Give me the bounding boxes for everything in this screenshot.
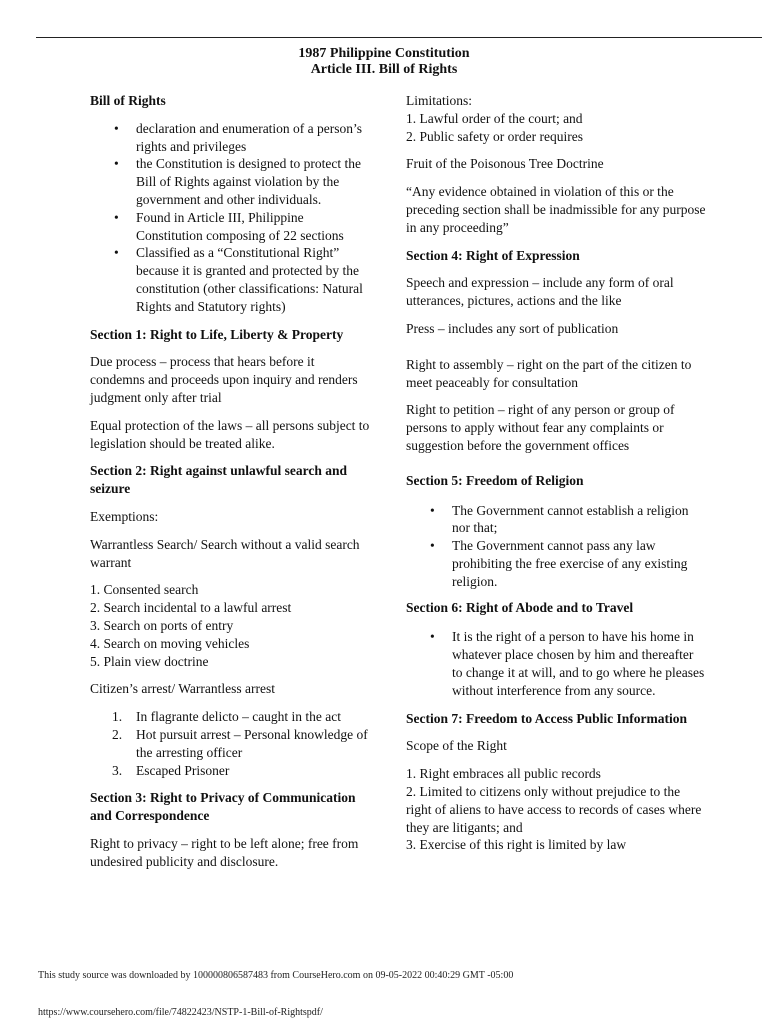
section-3-heading: Section 3: Right to Privacy of Communication and Correspondence <box>90 790 356 824</box>
list-item: 1. Lawful order of the court; and <box>406 110 583 126</box>
list-item: • declaration and enumeration of a person’s rights and privileges <box>90 120 370 156</box>
list-text: In flagrante delicto – caught in the act <box>136 709 342 725</box>
fruit-doctrine-label: Fruit of the Poisonous Tree Doctrine <box>406 156 604 172</box>
abode-travel-bullets <box>406 628 706 699</box>
list-item: • It is the right of a person to have his home in whatever place chosen by him and thereafter to change it at will, and to go where he pleases without interference from any source. <box>406 628 706 699</box>
list-item <box>90 726 370 762</box>
list-item: 1. Consented search <box>90 582 199 598</box>
list-number: 2. <box>112 726 123 742</box>
section-1-heading: Section 1: Right to Life, Liberty & Property <box>90 326 344 342</box>
list-item: 5. Plain view doctrine <box>90 653 209 669</box>
bill-of-rights-heading: Bill of Rights <box>90 93 166 108</box>
scope-list <box>406 765 706 854</box>
source-url[interactable]: https://www.coursehero.com/file/74822423/NSTP-1-Bill-of-Rightspdf/ <box>38 1007 323 1018</box>
list-item: • Classified as a “Constitutional Right” because it is granted and protected by the constitution (other classifications: Natural Rights and Statutory rights) <box>90 244 370 315</box>
list-item: 2. Search incidental to a lawful arrest <box>90 600 292 616</box>
warrantless-search-text: Warrantless Search/ Search without a valid search warrant <box>90 536 360 570</box>
right-to-petition-text: Right to petition – right of any person or group of persons to apply without fear any complaints or suggestion before the government offices <box>406 402 675 453</box>
limitations-list <box>406 110 706 146</box>
list-item: 2. Limited to citizens only without prejudice to the right of aliens to have access to records of cases where they are litigants; and <box>406 783 702 835</box>
list-text: Hot pursuit arrest – Personal knowledge of the arresting officer <box>136 726 368 760</box>
list-item: 3. Search on ports of entry <box>90 617 234 633</box>
religion-bullets <box>406 502 706 591</box>
right-column <box>406 92 706 854</box>
list-item: • The Government cannot pass any law prohibiting the free exercise of any existing religion. <box>406 537 706 590</box>
section-5-heading: Section 5: Freedom of Religion <box>406 472 584 488</box>
scope-of-right-label: Scope of the Right <box>406 738 507 754</box>
warrantless-arrest-list <box>90 708 370 779</box>
document-title <box>0 46 768 78</box>
download-note: This study source was downloaded by 100000806587483 from CourseHero.com on 09-05-2022 00:40:29 GMT -05:00 <box>38 970 514 981</box>
list-item: • the Constitution is designed to protect the Bill of Rights against violation by the government and other individuals. <box>90 155 370 208</box>
list-item: • The Government cannot establish a religion nor that; <box>406 502 706 538</box>
citizens-arrest-label: Citizen’s arrest/ Warrantless arrest <box>90 681 275 697</box>
fruit-doctrine-quote: “Any evidence obtained in violation of this or the preceding section shall be inadmissible for any purpose in any proceeding” <box>406 184 706 235</box>
title-line-1: 1987 Philippine Constitution <box>298 46 470 61</box>
search-exemption-list <box>90 581 370 670</box>
left-column <box>90 92 370 870</box>
due-process-text: Due process – process that hears before it condemns and proceeds upon inquiry and renders judgment only after trial <box>90 354 358 405</box>
list-item: 2. Public safety or order requires <box>406 128 583 144</box>
press-text: Press – includes any sort of publication <box>406 320 619 336</box>
list-item <box>90 708 370 726</box>
list-item <box>90 762 370 780</box>
right-to-assembly-text: Right to assembly – right on the part of the citizen to meet peaceably for consultation <box>406 356 692 390</box>
list-item: 4. Search on moving vehicles <box>90 635 250 651</box>
list-number: 1. <box>112 709 123 725</box>
exemptions-label: Exemptions: <box>90 508 159 524</box>
list-item: • Found in Article III, Philippine Constitution composing of 22 sections <box>90 209 370 245</box>
limitations-label: Limitations: <box>406 93 472 108</box>
list-number: 3. <box>112 762 123 778</box>
list-item: 1. Right embraces all public records <box>406 766 601 782</box>
equal-protection-text: Equal protection of the laws – all persons subject to legislation should be treated alike. <box>90 417 370 451</box>
title-line-2: Article III. Bill of Rights <box>310 62 458 77</box>
top-rule <box>36 37 762 38</box>
speech-expression-text: Speech and expression – include any form of oral utterances, pictures, actions and the like <box>406 275 674 309</box>
section-6-heading: Section 6: Right of Abode and to Travel <box>406 599 634 615</box>
section-7-heading: Section 7: Freedom to Access Public Information <box>406 710 687 726</box>
list-text: Escaped Prisoner <box>136 762 230 778</box>
section-4-heading: Section 4: Right of Expression <box>406 247 580 263</box>
right-to-privacy-text: Right to privacy – right to be left alone; free from undesired publicity and disclosure. <box>90 835 359 869</box>
bill-of-rights-bullets <box>90 120 370 316</box>
list-item: 3. Exercise of this right is limited by law <box>406 837 627 853</box>
section-2-heading: Section 2: Right against unlawful search and seizure <box>90 463 348 497</box>
